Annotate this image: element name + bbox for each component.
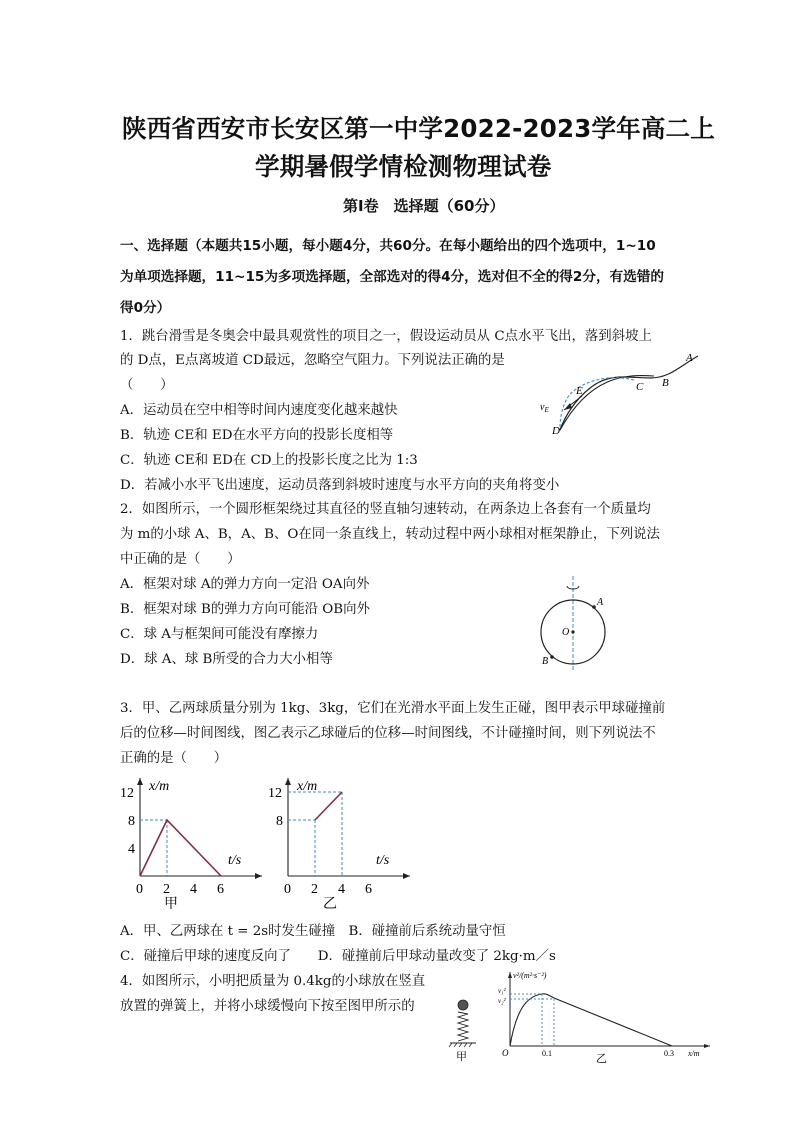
- q2-option-b: B．框架对球 B的弹力方向可能沿 OB向外: [120, 602, 370, 617]
- ski-slope-figure: [530, 348, 710, 440]
- instructions-line2: 为单项选择题，11~15为多项选择题，全部选对的得4分，选对但不全的得2分，有选错的: [120, 269, 664, 285]
- rotating-frame-figure: [530, 574, 616, 674]
- section-title: 第Ⅰ卷 选择题（60分）: [343, 197, 505, 215]
- chart1-xtick-label: 0: [284, 882, 291, 897]
- q3-stem-line3: 正确的是（ ）: [120, 751, 228, 766]
- chart-jia-ylabel: x/m: [149, 779, 170, 794]
- point-d-label: D: [552, 425, 560, 437]
- q2-option-a: A．框架对球 A的弹力方向一定沿 OA向外: [120, 577, 370, 592]
- chart0-ytick-label: 4: [128, 842, 135, 857]
- q1-option-d: D．若减小水平飞出速度，运动员落到斜坡时速度与水平方向的夹角将变小: [120, 478, 560, 493]
- chart1-series-line: [315, 792, 342, 820]
- chart1-xtick-label: 6: [365, 882, 372, 897]
- q1-option-b: B．轨迹 CE和 ED在水平方向的投影长度相等: [120, 428, 394, 443]
- point-a-label: A: [686, 352, 693, 364]
- chart0-series-line: [140, 820, 221, 876]
- graph-origin-label: O: [502, 1048, 509, 1058]
- chart1-xtick-label: 4: [338, 882, 345, 897]
- chart1-ytick-label: 8: [276, 814, 283, 829]
- spring-caption: 甲: [456, 1051, 467, 1063]
- chart-yi-caption: 乙: [323, 897, 337, 912]
- q2-stem-line3: 中正确的是（ ）: [120, 552, 241, 567]
- instructions-line3: 得0分）: [120, 300, 171, 316]
- q1-stem-line1: 1．跳台滑雪是冬奥会中最具观赏性的项目之一，假设运动员从 C点水平飞出，落到斜坡上: [120, 329, 652, 344]
- instructions-line1: 一、选择题（本题共15小题，每小题4分，共60分。在每小题给出的四个选项中，1~10: [120, 238, 656, 254]
- q3-options-ab: A．甲、乙两球在 t = 2s时发生碰撞 B．碰撞前后系统动量守恒: [120, 924, 506, 939]
- q1-option-a: A．运动员在空中相等时间内速度变化越来越快: [120, 403, 398, 418]
- graph-ylabel: v²/(m²·s⁻²): [513, 971, 547, 980]
- graph-v1-label: v₁²: [498, 987, 506, 995]
- chart-jia-caption: 甲: [164, 897, 178, 912]
- q2-option-c: C．球 A与框架间可能没有摩擦力: [120, 627, 319, 642]
- page-title-line2: 学期暑假学情检测物理试卷: [255, 152, 552, 181]
- q3-stem-line1: 3．甲、乙两球质量分别为 1kg、3kg，它们在光滑水平面上发生正碰，图甲表示甲球碰撞前: [120, 701, 666, 716]
- graph-v2-label: v₂²: [498, 997, 506, 1005]
- spring-figure: [449, 1000, 476, 1063]
- graph-x2-label: 0.3: [664, 1049, 674, 1058]
- center-o-label: O: [562, 627, 570, 638]
- chart1-xtick-label: 2: [311, 882, 318, 897]
- ball-b-label: B: [542, 656, 549, 667]
- q1-option-c: C．轨迹 CE和 ED在 CD上的投影长度之比为 1:3: [120, 453, 418, 468]
- chart-jia-xlabel: t/s: [228, 853, 242, 868]
- chart-yi-ylabel: x/m: [297, 779, 318, 794]
- q4-stem-line1: 4．如图所示，小明把质量为 0.4kg的小球放在竖直: [120, 974, 426, 989]
- graph-caption: 乙: [596, 1053, 607, 1065]
- point-b-label: B: [662, 377, 669, 389]
- chart0-xtick-label: 4: [190, 882, 197, 897]
- point-e-label: E: [576, 385, 583, 397]
- chart0-ytick-label: 8: [128, 814, 135, 829]
- chart-yi-xlabel: t/s: [376, 853, 390, 868]
- chart-yi: [268, 778, 410, 912]
- q4-stem-line2: 放置的弹簧上，并将小球缓慢向下按至图甲所示的: [120, 999, 415, 1014]
- q3-charts: [112, 772, 422, 912]
- q3-stem-line2: 后的位移—时间图线，图乙表示乙球碰后的位移—时间图线，不计碰撞时间，则下列说法不: [120, 726, 656, 741]
- chart0-xtick-label: 6: [217, 882, 224, 897]
- chart0-xtick-label: 2: [163, 882, 170, 897]
- q1-paren: （ ）: [120, 378, 174, 393]
- chart-jia: [120, 778, 262, 912]
- chart0-xtick-label: 0: [136, 882, 143, 897]
- chart0-ytick-label: 12: [120, 786, 134, 801]
- q4-figure: [436, 966, 714, 1066]
- q1-stem-line2: 的 D点，E点离坡道 CD最远，忽略空气阻力。下列说法正确的是: [120, 353, 505, 368]
- q2-stem-line2: 为 m的小球 A、B，A、B、O在同一条直线上，转动过程中两小球相对框架静止，下列说法: [120, 527, 660, 542]
- v2-x-graph: [498, 971, 710, 1065]
- q3-options-cd: C．碰撞后甲球的速度反向了 D．碰撞前后甲球动量改变了 2kg·m／s: [120, 949, 556, 964]
- graph-xlabel: x/m: [688, 1049, 700, 1058]
- page-title-line1: 陕西省西安市长安区第一中学2022-2023学年高二上: [122, 114, 715, 143]
- ball-a-label: A: [597, 597, 604, 608]
- q2-stem-line1: 2．如图所示，一个圆形框架绕过其直径的竖直轴匀速转动，在两条边上各套有一个质量均: [120, 502, 651, 517]
- chart1-ytick-label: 12: [268, 786, 282, 801]
- q2-option-d: D．球 A、球 B所受的合力大小相等: [120, 652, 333, 667]
- graph-x1-label: 0.1: [542, 1049, 552, 1058]
- velocity-label: $v_E$: [540, 402, 549, 414]
- point-c-label: C: [636, 381, 644, 393]
